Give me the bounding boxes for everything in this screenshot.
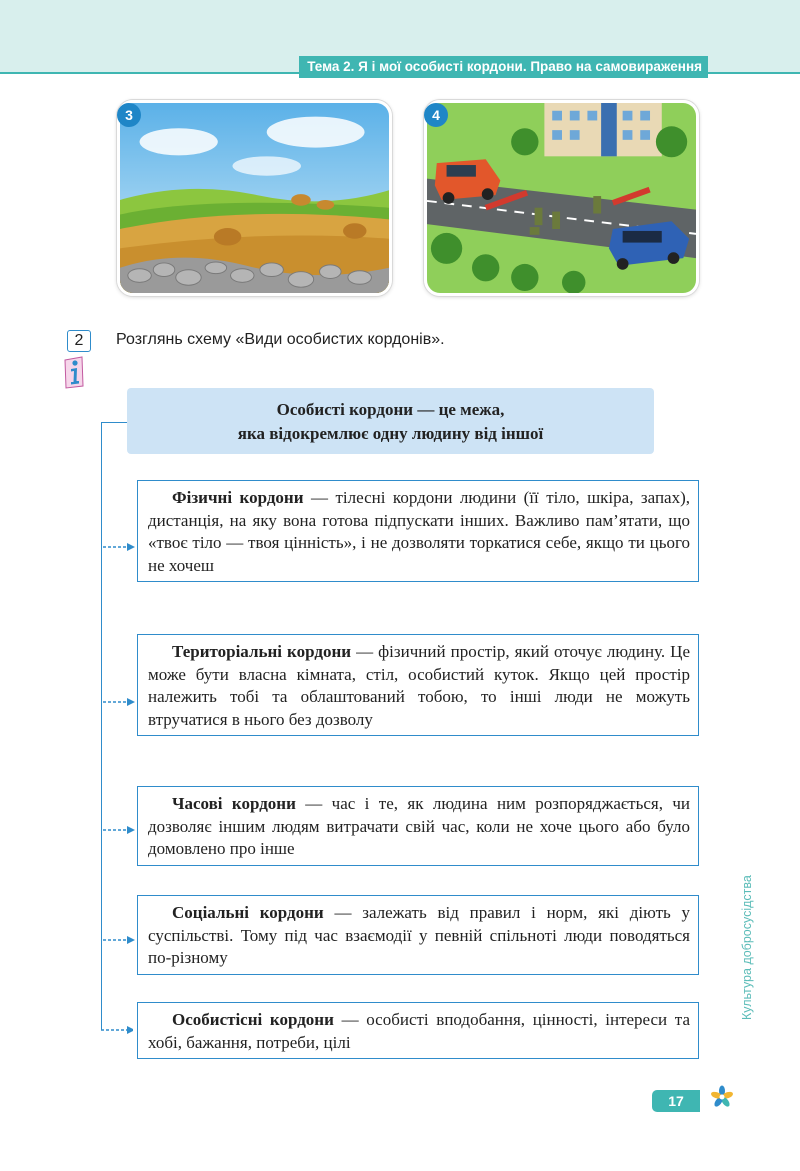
boundary-item-personal (137, 1002, 699, 1059)
definition-line-1: Особисті кордони — це межа, (276, 400, 505, 419)
boundary-item-social (137, 895, 699, 975)
arrow-icon (103, 935, 135, 945)
boundary-item-physical (137, 480, 699, 582)
arrow-icon (103, 542, 135, 552)
arrow-icon (101, 1025, 133, 1035)
image-number-4: 4 (424, 103, 448, 127)
border-checkpoint-image (424, 100, 699, 296)
field-landscape-image (117, 100, 392, 296)
boundary-item-territorial (137, 634, 699, 736)
arrow-icon (103, 697, 135, 707)
boundary-description: — час і те, як людина ним розпоряджається, чи дозволяє іншим людям витрачати свій час, коли не хоче цього або було домовлено про інше (148, 794, 690, 858)
info-icon (62, 354, 86, 390)
boundary-term: Часові кордони (172, 794, 296, 813)
definition-box (127, 388, 654, 454)
page-number: 17 (652, 1090, 700, 1112)
boundary-item-time (137, 786, 699, 866)
topic-title: Тема 2. Я і мої особисті кордони. Право на самовираження (299, 56, 708, 78)
definition-line-2: яка відокремлює одну людину від іншої (237, 424, 544, 443)
boundary-term: Фізичні кордони (172, 488, 304, 507)
task-number: 2 (67, 330, 91, 352)
boundary-description: — тілесні кордони людини (її тіло, шкіра, запах), дистанція, на яку вона готова підпускати інших. Важливо пам’ятати, що «твоє тіло — твоя цінність», і не дозволяти торкатися себе, якщо ти цього не хочеш (148, 488, 691, 575)
boundary-term: Територіальні кордони (172, 642, 352, 661)
arrow-icon (103, 825, 135, 835)
boundary-term: Особистісні кордони (172, 1010, 334, 1029)
image-number-3: 3 (117, 103, 141, 127)
boundary-description: — фізичний простір, який оточує людину. Це може бути власна кімната, стіл, особистий куток. Якщо цей простір належить тобі та облаштований тобою, то інші люди не можуть втручатися в нього без дозволу (148, 642, 691, 729)
flower-icon (710, 1085, 734, 1109)
boundary-term: Соціальні кордони (172, 903, 324, 922)
side-section-label: Культура добросусідства (740, 875, 754, 1020)
boundary-description: — залежать від правил і норм, які діють у суспільстві. Тому під час взаємодії у певній спільноті люди поводяться по-різному (148, 903, 690, 967)
boundary-description: — особисті вподобання, цінності, інтереси та хобі, бажання, потреби, цілі (148, 1010, 690, 1052)
task-text: Розглянь схему «Види особистих кордонів». (116, 331, 445, 348)
